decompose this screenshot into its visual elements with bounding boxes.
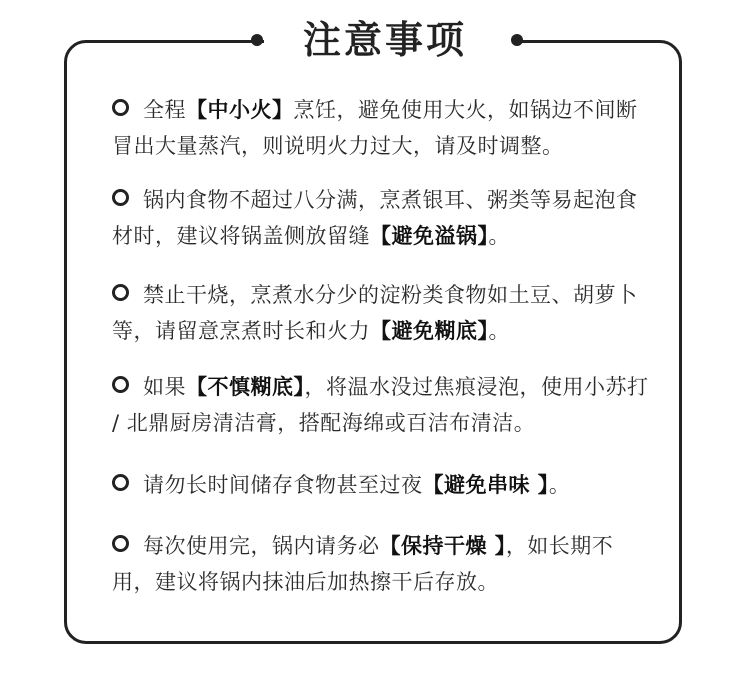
- item-text: ，如长期不用，建议将锅内抹油后加热擦干后存放。: [112, 534, 614, 594]
- item-text: 烹饪，避免使用大火，如锅边不间断冒出大量蒸汽，则说明火力过大，请及时调整。: [112, 98, 638, 158]
- item-text: 如果: [143, 375, 186, 399]
- title-dot-right: [511, 34, 523, 46]
- bullet-icon: [112, 99, 129, 116]
- bullet-icon: [112, 189, 129, 206]
- item-emphasis: 【中小火】: [186, 98, 294, 122]
- notice-item: [112, 277, 652, 349]
- notice-item: [112, 182, 652, 254]
- item-emphasis: 【避免串味 】: [422, 473, 549, 497]
- item-text: 请勿长时间储存食物甚至过夜: [143, 473, 423, 497]
- notice-item: [112, 467, 652, 503]
- item-text: 全程: [143, 98, 186, 122]
- item-emphasis: 【避免溢锅】: [370, 224, 489, 248]
- item-text: 。: [488, 319, 510, 343]
- item-emphasis: 【避免糊底】: [370, 319, 489, 343]
- notice-item: [112, 369, 652, 441]
- bullet-icon: [112, 284, 129, 301]
- bullet-icon: [112, 474, 129, 491]
- item-text: 。: [548, 473, 571, 497]
- item-text: 禁止干烧，烹煮水分少的淀粉类食物如土豆、胡萝卜等，请留意烹煮时长和火力: [112, 283, 638, 343]
- item-emphasis: 【不慎糊底】: [186, 375, 305, 399]
- item-text: ，将温水没过焦痕浸泡，使用小苏打 / 北鼎厨房清洁膏，搭配海绵或百洁布清洁。: [112, 375, 649, 435]
- item-text: 每次使用完，锅内请务必: [143, 534, 380, 558]
- item-text: 。: [488, 224, 510, 248]
- bullet-icon: [112, 376, 129, 393]
- notice-item: [112, 92, 652, 164]
- bullet-icon: [112, 535, 129, 552]
- item-emphasis: 【保持干燥 】: [379, 534, 506, 558]
- item-text: 锅内食物不超过八分满，烹煮银耳、粥类等易起泡食材时，建议将锅盖侧放留缝: [112, 188, 638, 248]
- notice-item: [112, 528, 652, 600]
- title-dot-left: [251, 34, 263, 46]
- page-title: 注意事项: [302, 18, 467, 62]
